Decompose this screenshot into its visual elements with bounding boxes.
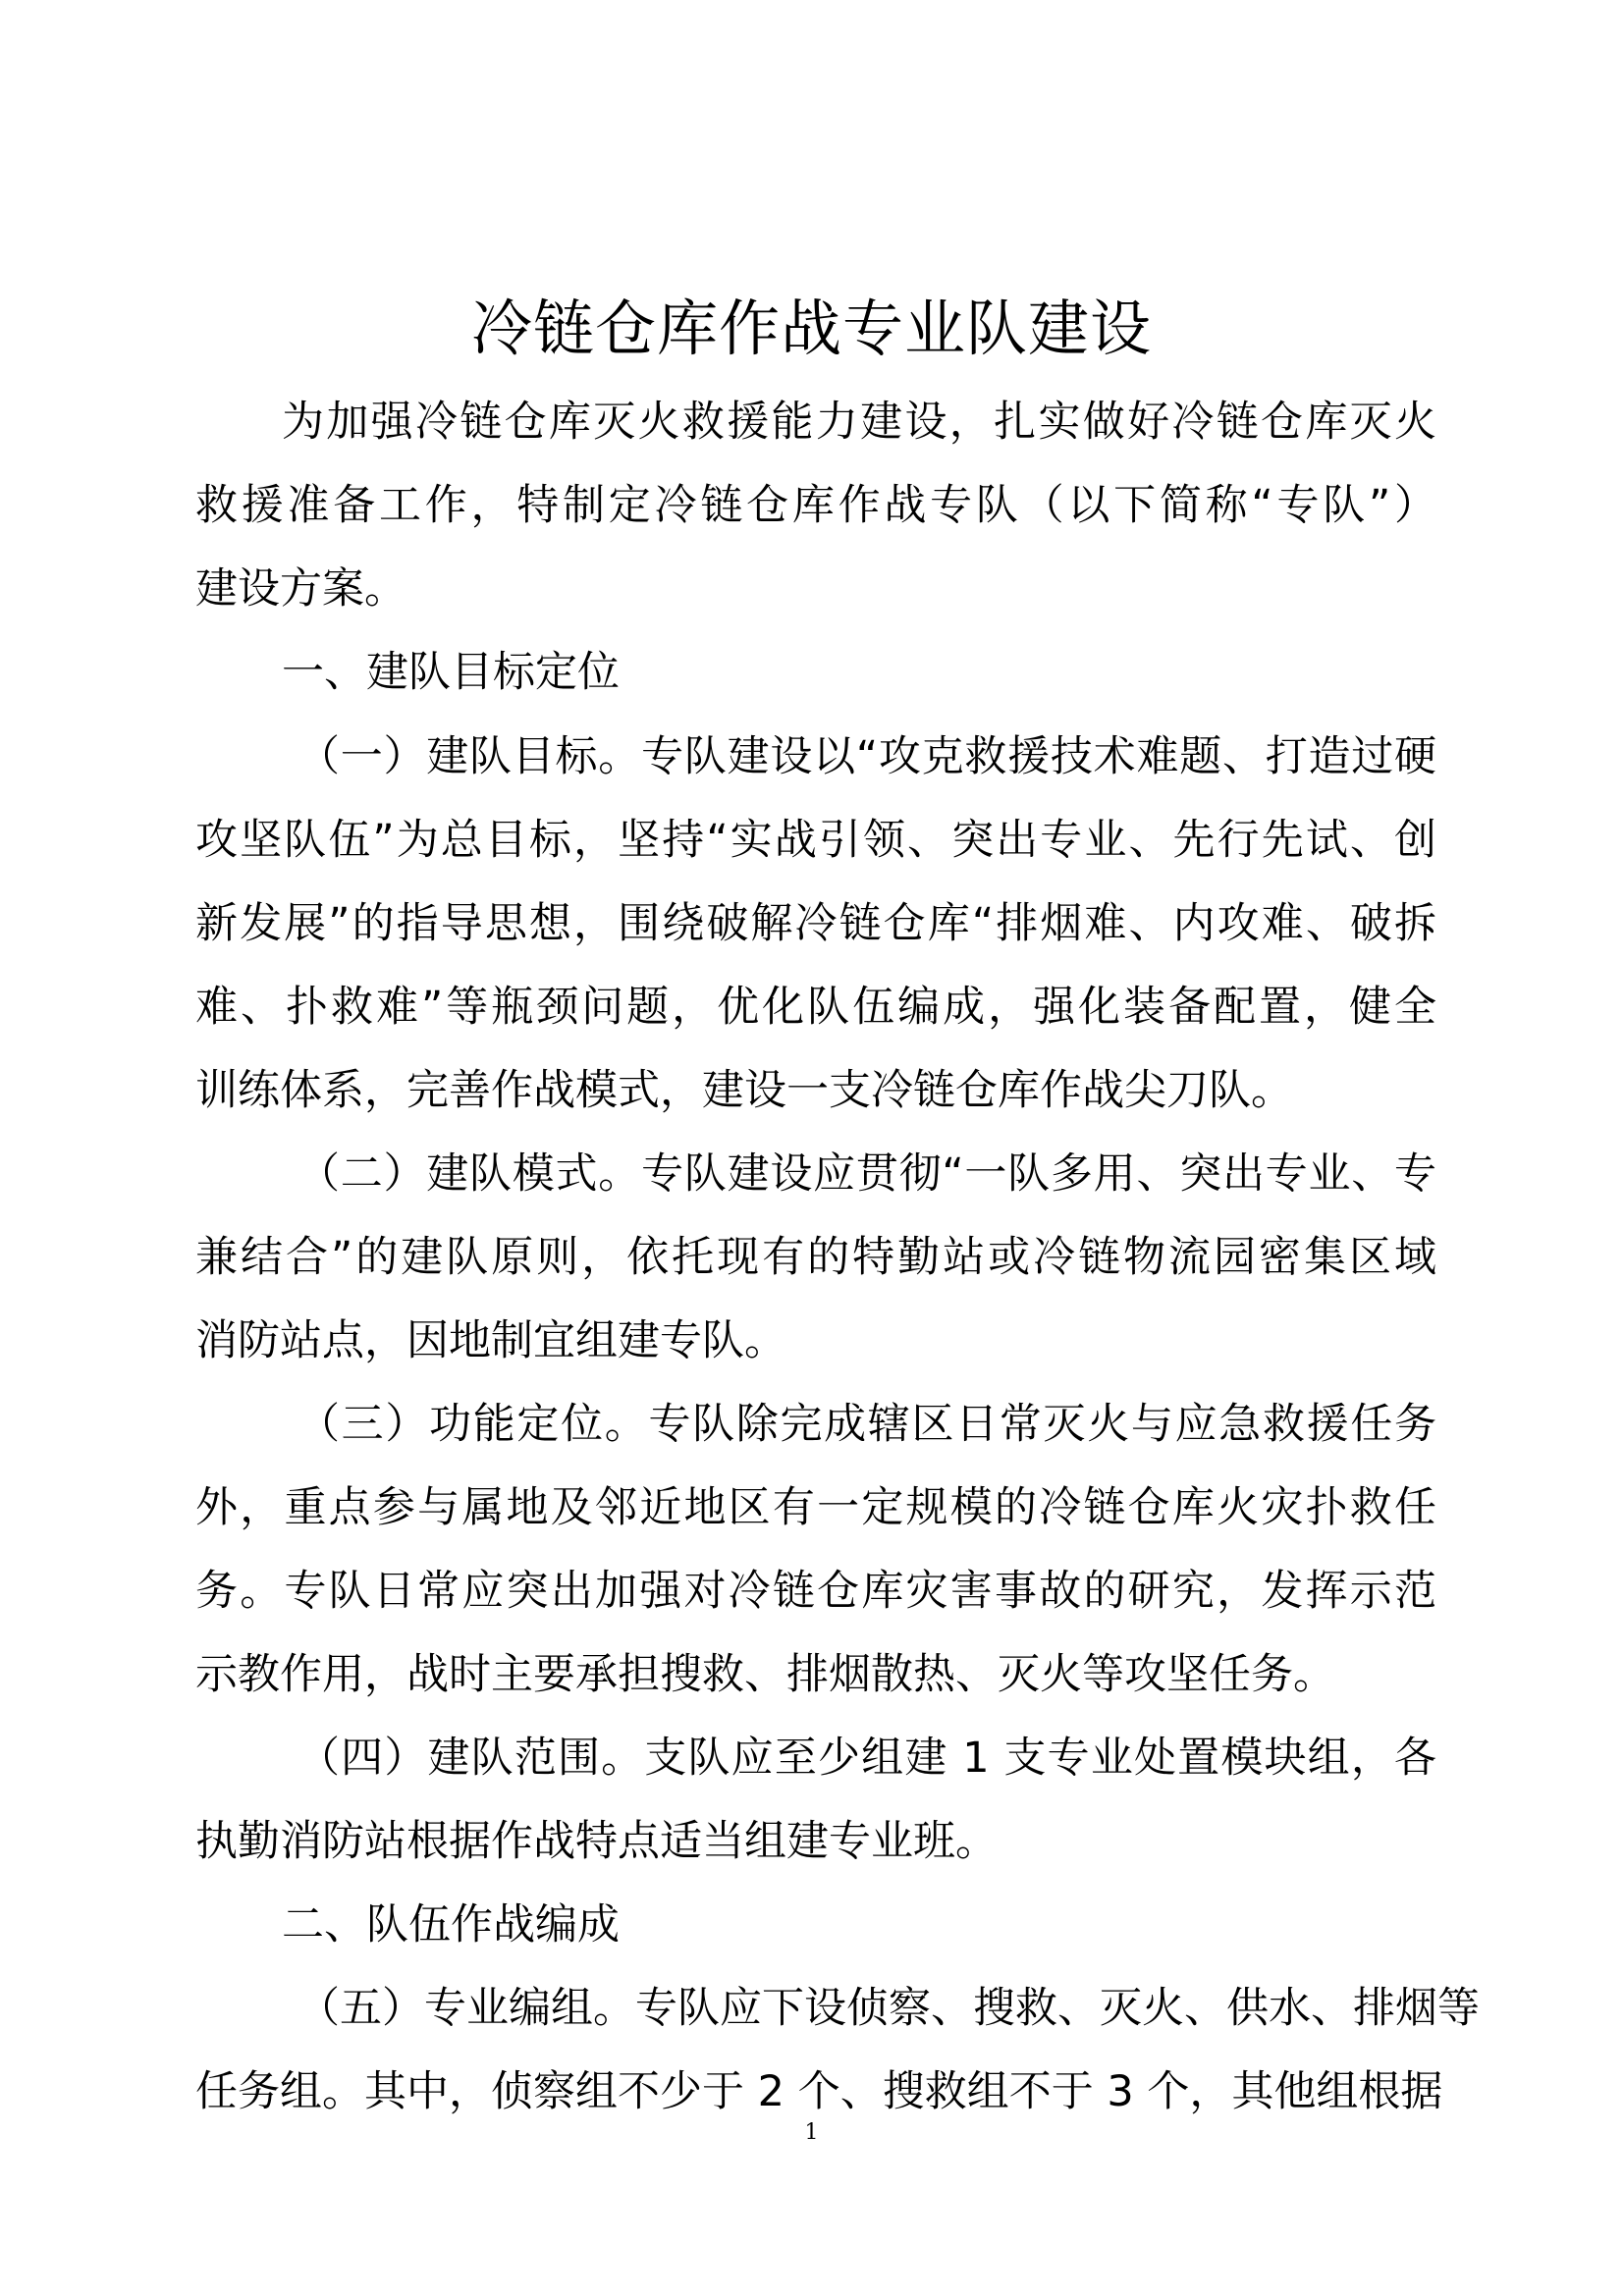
section-heading: 一、建队目标定位 bbox=[282, 648, 620, 697]
page-number: 1 bbox=[804, 2120, 819, 2145]
paragraph-line: （五）专业编组。专队应下设侦察、搜救、灭火、供水、排烟等 bbox=[298, 1984, 1480, 2033]
paragraph-line: 兼结合”的建队原则，依托现有的特勤站或冷链物流园密集区域 bbox=[195, 1233, 1436, 1282]
document-title: 冷链仓库作战专业队建设 bbox=[470, 293, 1152, 364]
paragraph-line: （三）功能定位。专队除完成辖区日常灭火与应急救援任务 bbox=[298, 1400, 1436, 1449]
paragraph-line: 新发展”的指导思想，围绕破解冷链仓库“排烟难、内攻难、破拆 bbox=[195, 899, 1436, 948]
paragraph-line: 示教作用，战时主要承担搜救、排烟散热、灭火等攻坚任务。 bbox=[195, 1650, 1335, 1699]
paragraph-line: 攻坚队伍”为总目标，坚持“实战引领、突出专业、先行先试、创 bbox=[195, 816, 1436, 865]
paragraph-line: 难、扑救难”等瓶颈问题，优化队伍编成，强化装备配置，健全 bbox=[195, 983, 1436, 1032]
paragraph-line: 训练体系，完善作战模式，建设一支冷链仓库作战尖刀队。 bbox=[195, 1066, 1293, 1115]
section-heading: 二、队伍作战编成 bbox=[282, 1900, 620, 1949]
paragraph-line: （一）建队目标。专队建设以“攻克救援技术难题、打造过硬 bbox=[298, 732, 1436, 781]
paragraph-line: 执勤消防站根据作战特点适当组建专业班。 bbox=[195, 1817, 998, 1866]
paragraph-line: 建设方案。 bbox=[195, 564, 406, 614]
paragraph-line: 务。专队日常应突出加强对冷链仓库灾害事故的研究，发挥示范 bbox=[195, 1567, 1436, 1616]
paragraph-line: 救援准备工作，特制定冷链仓库作战专队（以下简称“专队”） bbox=[195, 481, 1436, 530]
paragraph-line: （四）建队范围。支队应至少组建 1 支专业处置模块组，各 bbox=[298, 1734, 1436, 1783]
paragraph-line: 外，重点参与属地及邻近地区有一定规模的冷链仓库火灾扑救任 bbox=[195, 1483, 1436, 1532]
paragraph-line: 为加强冷链仓库灭火救援能力建设，扎实做好冷链仓库灭火 bbox=[282, 398, 1436, 447]
paragraph-line: （二）建队模式。专队建设应贯彻“一队多用、突出专业、专 bbox=[298, 1149, 1436, 1199]
paragraph-line: 消防站点，因地制宜组建专队。 bbox=[195, 1316, 786, 1365]
paragraph-line: 任务组。其中，侦察组不少于 2 个、搜救组不于 3 个，其他组根据 bbox=[195, 2067, 1443, 2116]
